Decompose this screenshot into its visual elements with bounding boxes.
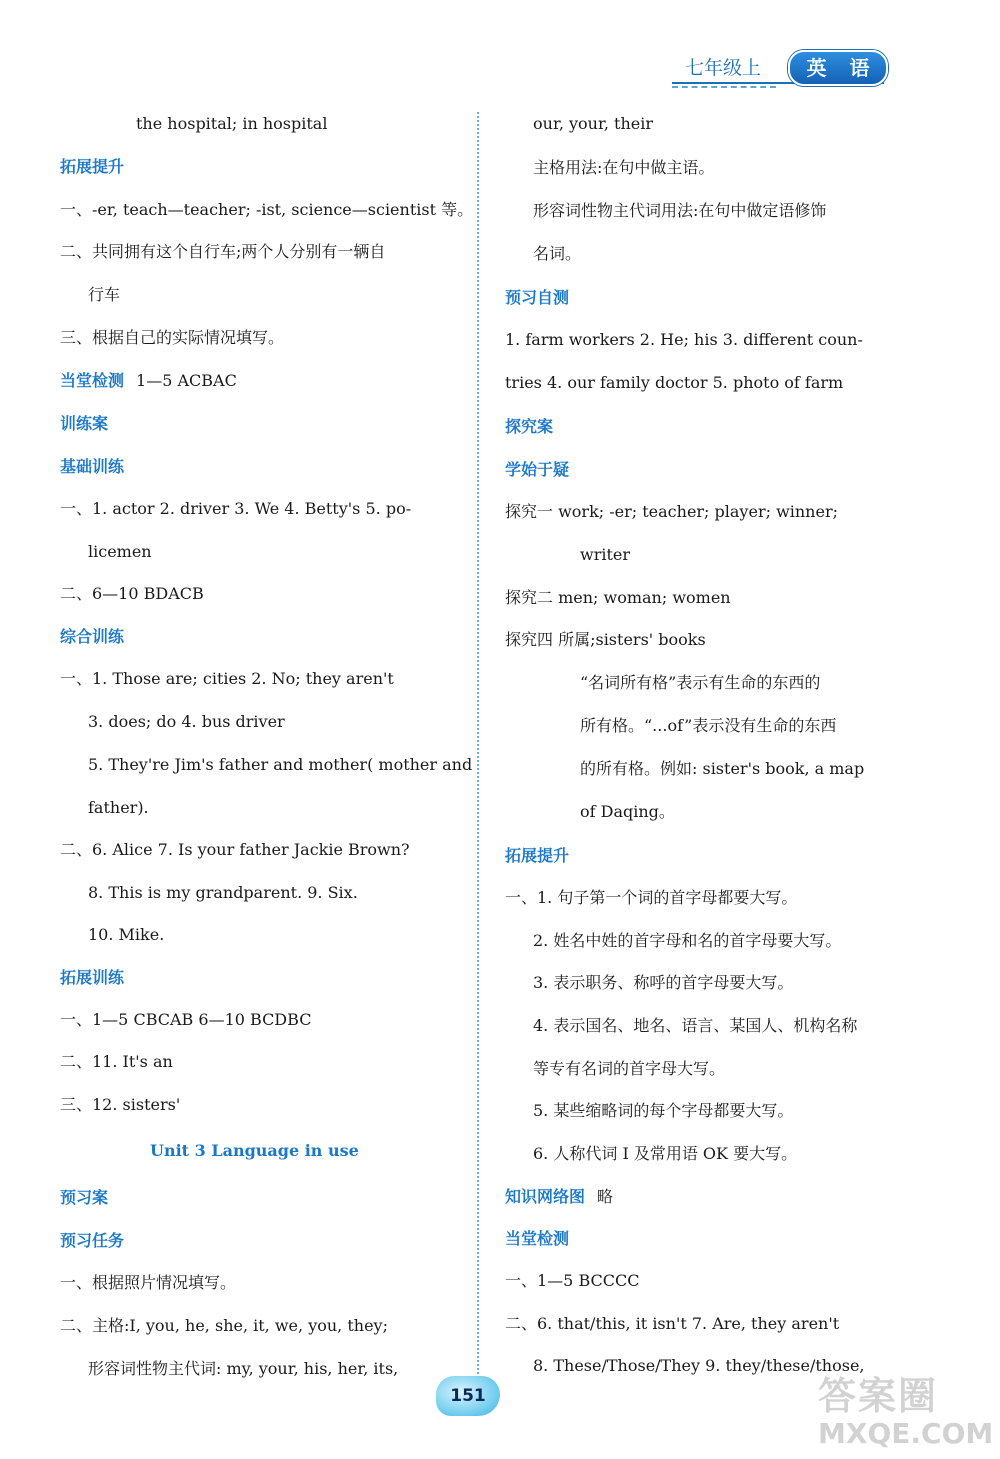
- section-heading-label: 训练案: [60, 414, 109, 433]
- section-heading: [60, 155, 124, 179]
- section-heading: [60, 455, 124, 479]
- grade-label: 七年级上: [684, 57, 761, 79]
- section-heading: [505, 415, 553, 439]
- section-heading-label: 当堂检测: [505, 1229, 570, 1248]
- answer-line: 2. 姓名中姓的首字母和名的首字母要大写。: [533, 931, 842, 950]
- section-heading-label: 综合训练: [60, 627, 125, 646]
- section-heading-label: 探究案: [505, 417, 554, 436]
- answer-line: 4. 表示国名、地名、语言、某国人、机构名称: [533, 1016, 858, 1035]
- answer-line: 探究四 所属;sisters' books: [505, 630, 706, 649]
- answer-line: 行车: [88, 285, 121, 304]
- answer-line: 一、-er, teach—teacher; -ist, science—scientist 等。: [60, 200, 474, 219]
- section-heading-label: 拓展提升: [60, 157, 125, 176]
- answer-line: 8. This is my grandparent. 9. Six.: [88, 883, 358, 902]
- watermark-logo: 答案圈: [818, 1374, 939, 1418]
- section-heading-label: 当堂检测: [60, 371, 125, 390]
- section-heading-label: 拓展训练: [60, 968, 125, 987]
- answer-line: 一、1—5 BCCCC: [505, 1271, 640, 1290]
- section-heading-label: 预习自测: [505, 288, 570, 307]
- answer-line: 一、1. actor 2. driver 3. We 4. Betty's 5. po-: [60, 499, 412, 518]
- section-heading: [60, 369, 237, 393]
- watermark: [818, 1374, 994, 1456]
- section-heading: [60, 1229, 124, 1253]
- answer-line: 6. 人称代词 I 及常用语 OK 要大写。: [533, 1144, 798, 1163]
- section-heading-label: 学始于疑: [505, 460, 570, 479]
- section-heading: [505, 1227, 569, 1251]
- section-heading: [60, 966, 124, 990]
- answer-line: the hospital; in hospital: [136, 114, 328, 133]
- section-heading: [60, 1186, 108, 1210]
- section-heading-answer: 1—5 ACBAC: [136, 371, 237, 390]
- section-heading: [60, 625, 124, 649]
- answer-line: writer: [580, 545, 631, 564]
- answer-line: 探究一 work; -er; teacher; player; winner;: [505, 502, 838, 521]
- answer-line: 1. farm workers 2. He; his 3. different coun-: [505, 330, 863, 349]
- section-heading-label: 基础训练: [60, 457, 125, 476]
- section-heading-label: 预习任务: [60, 1231, 125, 1250]
- answer-line: 的所有格。例如: sister's book, a map: [580, 759, 865, 778]
- answer-line: 所有格。“...of”表示没有生命的东西: [580, 716, 837, 735]
- answer-line: licemen: [88, 542, 152, 561]
- answer-line: 5. 某些缩略词的每个字母都要大写。: [533, 1101, 794, 1120]
- answer-line: 一、1. Those are; cities 2. No; they aren't: [60, 669, 394, 688]
- subject-badge: 英 语: [788, 50, 888, 86]
- answer-line: 一、1. 句子第一个词的首字母都要大写。: [505, 888, 798, 907]
- answer-line: 3. 表示职务、称呼的首字母要大写。: [533, 973, 794, 992]
- section-heading: [60, 412, 108, 436]
- header-dashed-rule: [672, 86, 776, 88]
- answer-line: father).: [88, 798, 149, 817]
- section-heading-label: 拓展提升: [505, 846, 570, 865]
- answer-line: “名词所有格”表示有生命的东西的: [580, 673, 821, 692]
- answer-line: 8. These/Those/They 9. they/these/those,: [533, 1356, 865, 1375]
- answer-line: 形容词性物主代词: my, your, his, her, its,: [88, 1359, 399, 1378]
- section-heading: [505, 286, 569, 310]
- answer-line: 二、6. Alice 7. Is your father Jackie Brown?: [60, 840, 410, 859]
- answer-line: our, your, their: [533, 114, 654, 133]
- answer-line: 形容词性物主代词用法:在句中做定语修饰: [533, 201, 827, 220]
- answer-line: 3. does; do 4. bus driver: [88, 712, 285, 731]
- answer-line: 二、6. that/this, it isn't 7. Are, they aren't: [505, 1314, 840, 1333]
- answer-line: 名词。: [533, 244, 582, 263]
- answer-line: 二、11. It's an: [60, 1052, 173, 1071]
- watermark-site: MXQE.COM: [818, 1417, 994, 1450]
- answer-line: 探究二 men; woman; women: [505, 588, 731, 607]
- section-heading: [505, 844, 569, 868]
- page-number: 151: [436, 1376, 500, 1416]
- answer-line: 一、根据照片情况填写。: [60, 1273, 237, 1292]
- answer-line: 二、6—10 BDACB: [60, 584, 204, 603]
- section-heading: [505, 458, 569, 482]
- answer-line: 二、共同拥有这个自行车;两个人分别有一辆自: [60, 242, 386, 261]
- answer-line: 5. They're Jim's father and mother( mother and: [88, 755, 473, 774]
- unit-title: Unit 3 Language in use: [150, 1141, 359, 1160]
- column-divider: [477, 112, 479, 1374]
- answer-line: 主格用法:在句中做主语。: [533, 158, 715, 177]
- answer-line: 等专有名词的首字母大写。: [533, 1059, 726, 1078]
- answer-line: 一、1—5 CBCAB 6—10 BCDBC: [60, 1010, 312, 1029]
- answer-line: 10. Mike.: [88, 925, 165, 944]
- section-heading: [505, 1185, 613, 1209]
- answer-line: 三、根据自己的实际情况填写。: [60, 328, 285, 347]
- answer-line: of Daqing。: [580, 802, 675, 821]
- answer-line: 二、主格:I, you, he, she, it, we, you, they;: [60, 1316, 388, 1335]
- answer-line: 三、12. sisters': [60, 1095, 181, 1114]
- section-heading-label: 知识网络图: [505, 1187, 586, 1206]
- section-heading-label: 预习案: [60, 1188, 109, 1207]
- section-heading-answer: 略: [597, 1187, 614, 1206]
- answer-line: tries 4. our family doctor 5. photo of farm: [505, 373, 844, 392]
